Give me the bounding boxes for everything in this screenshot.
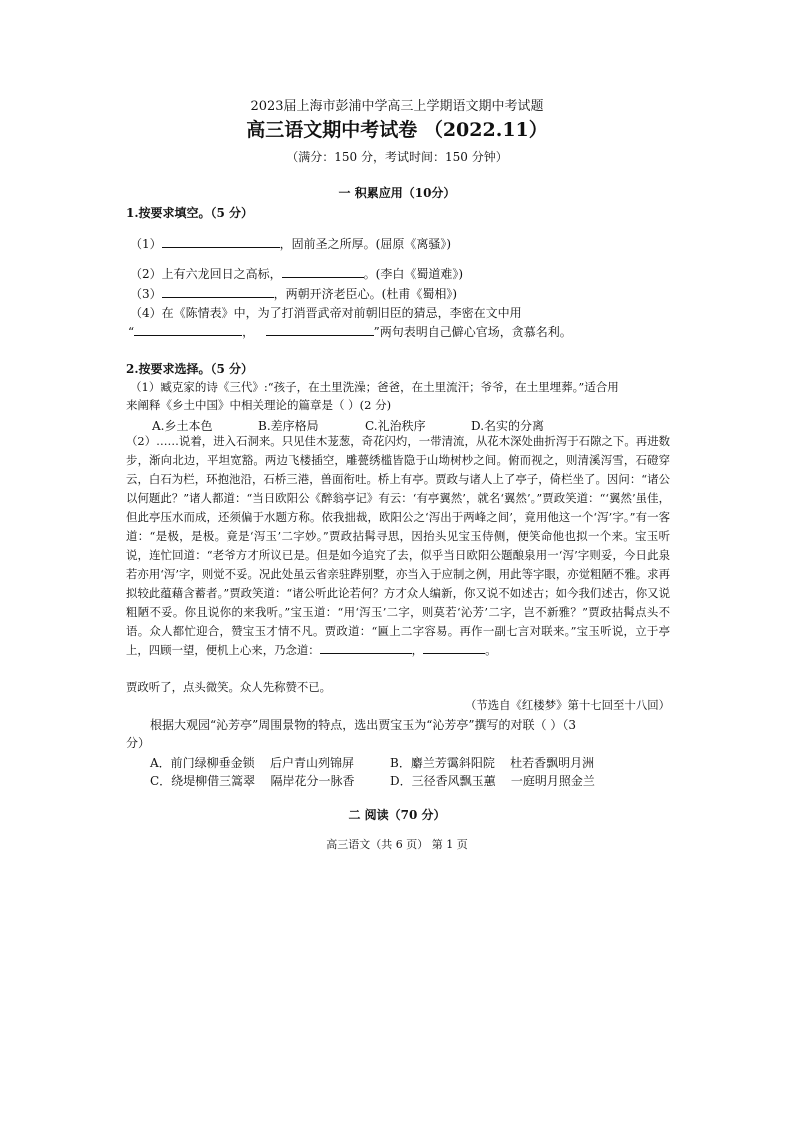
q1-item-1 <box>130 236 451 251</box>
answer-blank[interactable] <box>162 286 274 298</box>
q2-sub1-line1: （1）臧克家的诗《三代》:“孩子，在土里洗澡；爸爸，在土里流汗；爷爷，在土里埋葬。”适合用 <box>130 380 619 394</box>
q2-passage-last-line: 贾政听了，点头微笑。众人先称赞不已。 <box>126 680 332 694</box>
passage-source: （节选自《红楼梦》第十七回至十八回） <box>464 698 670 712</box>
exam-info: （满分：150 分，考试时间：150 分钟） <box>286 150 508 164</box>
q1-item-4-line2: “ ， ”两句表明自己僻心官场，贪慕名利。 <box>128 325 572 339</box>
q1-item-2 <box>130 266 463 281</box>
q2-sub2-option-d[interactable]: D．三径香风飘玉蕙 一庭明月照金兰 <box>390 774 595 788</box>
item-prefix: （1） <box>130 237 162 251</box>
q2-sub2-stem-line2: 分） <box>126 736 151 750</box>
q2-sub2-stem-line1: 根据大观园“沁芳亭”周围景物的特点，选出贾宝玉为“沁芳亭”撰写的对联（ ）（3 <box>150 718 576 732</box>
q2-sub1-option-c[interactable]: C.礼治秩序 <box>365 419 426 433</box>
answer-blank[interactable] <box>162 236 280 248</box>
item-prefix: （3） <box>130 287 162 301</box>
q1-item-4-line1: （4）在《陈情表》中，为了打消晋武帝对前朝旧臣的猜忌，李密在文中用 <box>130 306 522 320</box>
question-1-heading: 1.按要求填空。（5 分） <box>126 206 254 220</box>
q2-passage: （2）……说着，进入石洞来。只见佳木茏葱，奇花闪灼，一带清流，从花木深处曲折泻于石隙之下。再进数步，渐向北边，平坦宽豁。两边飞楼插空，雕甍绣槛皆隐于山坳树杪之间。俯而视之，则清溪泻雪，石磴穿云，白石为栏，环抱池沿，石桥三港，兽面衔吐。桥上有亭。贾政与诸人上了亭子，倚栏坐了。因问：“诸公以何题此？”诸人都道：“当日欧阳公《醉翁亭记》有云：‘有亭翼然’，就名‘翼然’。”贾政笑道：“‘翼然’虽佳，但此亭压水而成，还须偏于水题方称。依我拙裁，欧阳公之‘泻出于两峰之间’，竟用他这一个‘泻’字。”有一客道：“是极，是极。竟是‘泻玉’二字妙。”贾政拈髯寻思，因抬头见宝玉侍侧，便笑命他也拟一个来。宝玉听说，连忙回道：“老爷方才所议已是。但是如今追究了去，似乎当日欧阳公题酿泉用一‘泻’字则妥，今日此泉若亦用‘泻’字，则觉不妥。况此处虽云省亲驻跸别墅，亦当入于应制之例，用此等字眼，亦觉粗陋不雅。求再拟较此蕴藉含蓄者。”贾政笑道：“诸公听此论若何？方才众人编新，你又说不如述古；如今我们述古，你又说粗陋不妥。你且说你的来我听。”宝玉道：“用‘泻玉’二字，则莫若‘沁芳’二字，岂不新雅？”贾政拈髯点头不语。众人都忙迎合，赞宝玉才情不凡。贾政道：“匾上二字容易。再作一副七言对联来。”宝玉听说，立于亭上，四顾一望，便机上心来，乃念道： ， 。 <box>126 434 670 657</box>
q1-item-3 <box>130 286 457 301</box>
q2-sub1-option-b[interactable]: B.差序格局 <box>258 419 319 433</box>
item-suffix: ，固前圣之所厚。(屈原《离骚》) <box>279 237 452 251</box>
question-2-heading: 2.按要求选择。（5 分） <box>126 362 254 376</box>
q2-sub2-option-c[interactable]: C．绕堤柳借三篙翠 隔岸花分一脉香 <box>150 774 355 788</box>
item-suffix: 。(李白《蜀道难》) <box>363 267 464 281</box>
q2-sub1-option-d[interactable]: D.名实的分离 <box>471 419 545 433</box>
exam-source-heading: 2023届上海市彭浦中学高三上学期语文期中考试题 <box>250 99 544 114</box>
answer-blank[interactable] <box>320 642 412 654</box>
q2-sub2-option-a[interactable]: A．前门绿柳垂金锁 后户青山列锦屏 <box>150 756 354 770</box>
answer-blank[interactable] <box>134 324 242 336</box>
answer-blank[interactable] <box>282 266 364 278</box>
q2-sub1-option-a[interactable]: A.乡土本色 <box>152 419 213 433</box>
q2-sub2-option-b[interactable]: B．麝兰芳霭斜阳院 杜若香飘明月洲 <box>390 756 595 770</box>
section-1-title: 一 积累应用（10分） <box>338 186 456 200</box>
q2-sub1-line2: 来阐释《乡土中国》中相关理论的篇章是（ ）(2 分) <box>126 398 392 412</box>
answer-blank[interactable] <box>266 324 374 336</box>
page-footer: 高三语文（共 6 页） 第 1 页 <box>326 838 468 851</box>
item-prefix: （2）上有六龙回日之高标， <box>130 267 282 281</box>
section-2-title: 二 阅读（70 分） <box>348 808 446 822</box>
item-suffix: ，两朝开济老臣心。(杜甫《蜀相》) <box>273 287 458 301</box>
page-title: 高三语文期中考试卷 （2022.11） <box>246 119 548 141</box>
answer-blank[interactable] <box>423 642 485 654</box>
